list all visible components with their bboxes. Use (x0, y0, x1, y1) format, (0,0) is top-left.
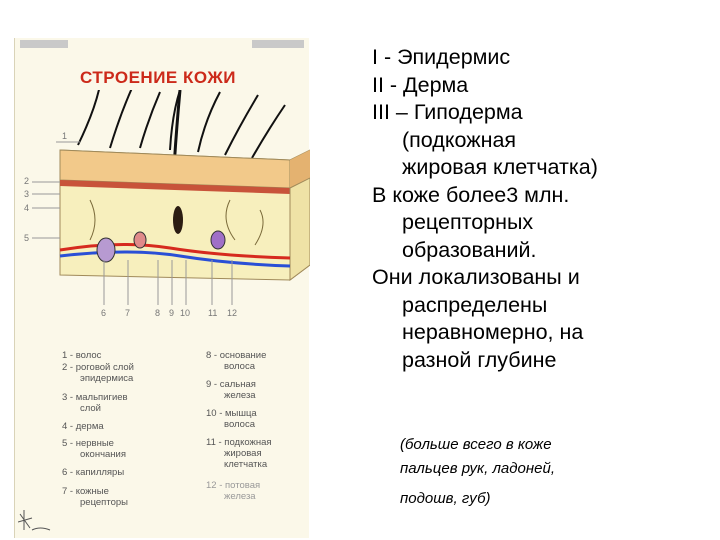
text-line: III – Гиподерма (372, 100, 523, 124)
legend-item: 11 - подкожная (206, 437, 272, 448)
text-line: образований. (402, 237, 537, 262)
legend-item: 7 - кожные (62, 486, 109, 497)
svg-text:12: 12 (227, 308, 238, 318)
skin-description (372, 44, 712, 374)
legend-item: эпидермиса (80, 373, 134, 384)
text-line: (подкожная (402, 127, 517, 152)
text-line: В коже более3 млн. (372, 182, 570, 207)
svg-text:10: 10 (180, 308, 191, 318)
block-side (290, 178, 310, 280)
legend-item: клетчатка (224, 459, 268, 470)
text-line: разной глубине (402, 347, 557, 372)
legend-item: железа (224, 390, 256, 401)
legend-item: рецепторы (80, 497, 128, 508)
poster-tab-right (252, 40, 304, 48)
text-line: I - Эпидермис (372, 45, 511, 69)
text-line: распределены (402, 292, 548, 317)
svg-text:1: 1 (62, 131, 68, 141)
legend-item: железа (224, 491, 256, 502)
text-line: рецепторных (402, 210, 534, 234)
legend-left (62, 350, 197, 520)
legend-item: 12 - потовая (206, 480, 261, 491)
legend-item: 1 - волос (62, 350, 102, 361)
legend-right (206, 350, 306, 500)
legend-item: 8 - основание (206, 350, 267, 361)
legend-item: волоса (224, 361, 255, 372)
skin-diagram (20, 90, 310, 330)
legend-item: окончания (80, 449, 127, 460)
svg-text:11: 11 (208, 308, 218, 318)
legend-item: 9 - сальная (206, 379, 256, 390)
legend-item: 2 - роговой слой (62, 362, 134, 373)
svg-text:6: 6 (101, 308, 107, 318)
legend-item: 4 - дерма (62, 421, 104, 432)
legend-item: слой (80, 403, 101, 414)
text-line: жировая клетчатка) (402, 155, 598, 179)
text-line: неравномерно, на (402, 320, 584, 344)
note-line: (больше всего в коже (400, 436, 552, 453)
legend-item: жировая (224, 448, 262, 459)
svg-text:9: 9 (169, 308, 175, 318)
legend-item: волоса (224, 419, 255, 430)
svg-text:8: 8 (155, 308, 161, 318)
poster-tab-left (20, 40, 68, 48)
poster-title: СТРОЕНИЕ КОЖИ (80, 68, 236, 87)
svg-text:2: 2 (24, 176, 30, 186)
note-line: пальцев рук, ладоней, (400, 460, 555, 477)
legend-item: 5 - нервные (62, 438, 114, 449)
svg-text:3: 3 (24, 189, 30, 199)
signature-icon (18, 500, 58, 536)
text-line: II - Дерма (372, 72, 469, 97)
svg-text:7: 7 (125, 308, 131, 318)
svg-text:5: 5 (24, 233, 30, 243)
text-line: Они локализованы и (372, 265, 580, 289)
svg-text:4: 4 (24, 203, 30, 213)
legend-item: 3 - мальпигиев (62, 392, 128, 403)
legend-item: 10 - мышца (206, 408, 257, 419)
note-line: подошв, губ) (400, 490, 491, 507)
legend-item: 6 - капилляры (62, 467, 125, 478)
